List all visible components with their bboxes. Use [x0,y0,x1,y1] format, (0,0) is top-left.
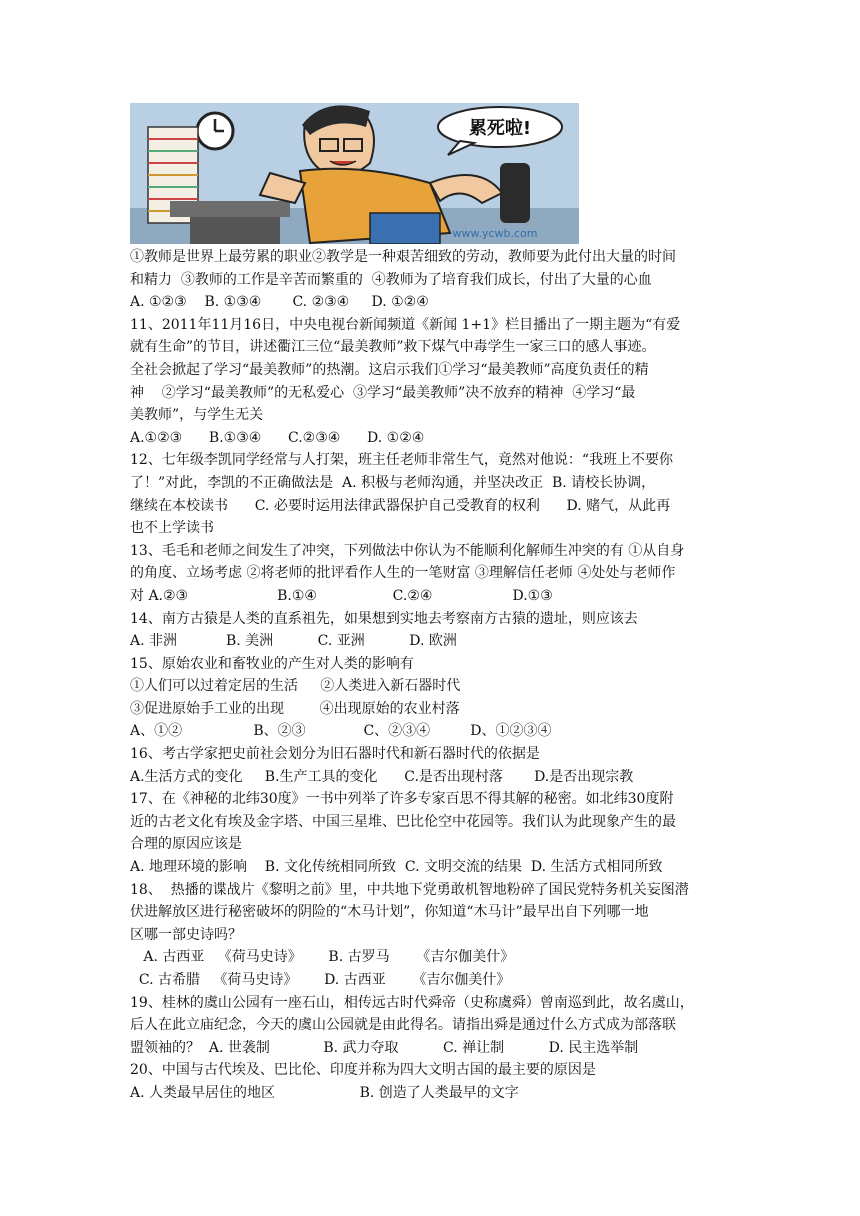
text-line: 就有生命”的节目，讲述衢江三位“最美教师”救下煤气中毒学生一家三口的感人事迹。 [130,339,656,356]
text-line: A.生活方式的变化 B.生产工具的变化 C.是否出现村落 D.是否出现宗教 [130,768,634,785]
text-line: 全社会掀起了学习“最美教师”的热潮。这启示我们①学习“最美教师”高度负责任的精 [130,361,649,378]
speech-bubble-text: 累死啦! [468,118,532,139]
text-line: 盟领袖的？ A. 世袭制 B. 武力夺取 C. 禅让制 D. 民主选举制 [130,1039,639,1056]
text-line: ③促进原始手工业的出现 ④出现原始的农业村落 [130,700,460,717]
text-line: 17、在《神秘的北纬30度》一书中列举了许多专家百思不得其解的秘密。如北纬30度附 [130,791,674,808]
text-line: 近的古老文化有埃及金字塔、中国三星堆、巴比伦空中花园等。我们认为此现象产生的最 [130,813,676,830]
text-line: 和精力 ③教师的工作是辛苦而繁重的 ④教师为了培育我们成长，付出了大量的心血 [130,271,652,288]
text-line: 13、毛毛和老师之间发生了冲突，下列做法中你认为不能顺利化解师生冲突的有 ①从自身 [130,542,685,559]
text-line: 美教师”，与学生无关 [130,407,264,424]
watermark-text: www.ycwb.com [452,227,538,240]
text-line: ①教师是世界上最劳累的职业②教学是一种艰苦细致的劳动，教师要为此付出大量的时间 [130,249,676,265]
text-line: 19、桂林的虞山公园有一座石山，相传远古时代舜帝（史称虞舜）曾南巡到此，故名虞山， [130,994,694,1011]
text-line: A.①②③ B.①③④ C.②③④ D. ①②④ [130,429,425,446]
text-line: A. ①②③ B. ①③④ C. ②③④ D. ①②④ [130,294,429,311]
text-line: 也不上学读书 [130,520,214,537]
text-line: 12、七年级李凯同学经常与人打架，班主任老师非常生气，竟然对他说：“我班上不要你 [130,452,673,469]
question-text-block [130,246,740,1105]
text-line: 的角度、立场考虑 ②将老师的批评看作人生的一笔财富 ③理解信任老师 ④处处与老师作 [130,565,676,582]
text-line: 对 A.②③ B.①④ C.②④ D.①③ [130,587,553,604]
text-line: 18、 热播的谍战片《黎明之前》里，中共地下党勇敢机智地粉碎了国民党特务机关妄图潜 [130,881,689,898]
clock-icon [197,113,233,149]
teacher-cartoon-illustration [130,103,579,244]
text-line: 伏进解放区进行秘密破坏的阴险的“木马计划”，你知道“木马计”最早出自下列哪一地 [130,904,649,921]
text-line: 14、南方古猿是人类的直系祖先，如果想到实地去考察南方古猿的遗址，则应该去 [130,610,638,627]
text-line: 20、中国与古代埃及、巴比伦、印度并称为四大文明古国的最主要的原因是 [130,1062,596,1079]
text-line: A、①② B、②③ C、②③④ D、①②③④ [130,723,552,740]
text-line: A. 地理环境的影响 B. 文化传统相同所致 C. 文明交流的结果 D. 生活方式相同所致 [130,859,663,876]
text-line: A. 非洲 B. 美洲 C. 亚洲 D. 欧洲 [130,633,457,650]
text-line: 了！”对此，李凯的不正确做法是 A. 积极与老师沟通，并坚决改正 B. 请校长协调， [130,474,656,491]
text-line: 继续在本校读书 C. 必要时运用法律武器保护自己受教育的权利 D. 赌气，从此再 [130,497,671,514]
text-line: 后人在此立庙纪念，今天的虞山公园就是由此得名。请指出舜是通过什么方式成为部落联 [130,1017,676,1034]
text-line: 15、原始农业和畜牧业的产生对人类的影响有 [130,655,414,672]
text-line: 11、2011年11月16日，中央电视台新闻频道《新闻 1+1》栏目播出了一期主题为“有爱 [130,316,681,333]
text-line: 区哪一部史诗吗？ [130,926,242,943]
text-line: 16、考古学家把史前社会划分为旧石器时代和新石器时代的依据是 [130,746,540,763]
text-line: A. 人类最早居住的地区 B. 创造了人类最早的文字 [130,1084,519,1101]
text-line: 神 ②学习“最美教师”的无私爱心 ③学习“最美教师”决不放弃的精神 ④学习“最 [130,384,636,401]
text-line: C. 古希腊 《荷马史诗》 D. 古西亚 《吉尔伽美什》 [130,972,511,988]
text-line: A. 古西亚 《荷马史诗》 B. 古罗马 《吉尔伽美什》 [130,949,515,966]
text-line: 合理的原因应该是 [130,836,242,853]
text-line: ①人们可以过着定居的生活 ②人类进入新石器时代 [130,678,461,695]
